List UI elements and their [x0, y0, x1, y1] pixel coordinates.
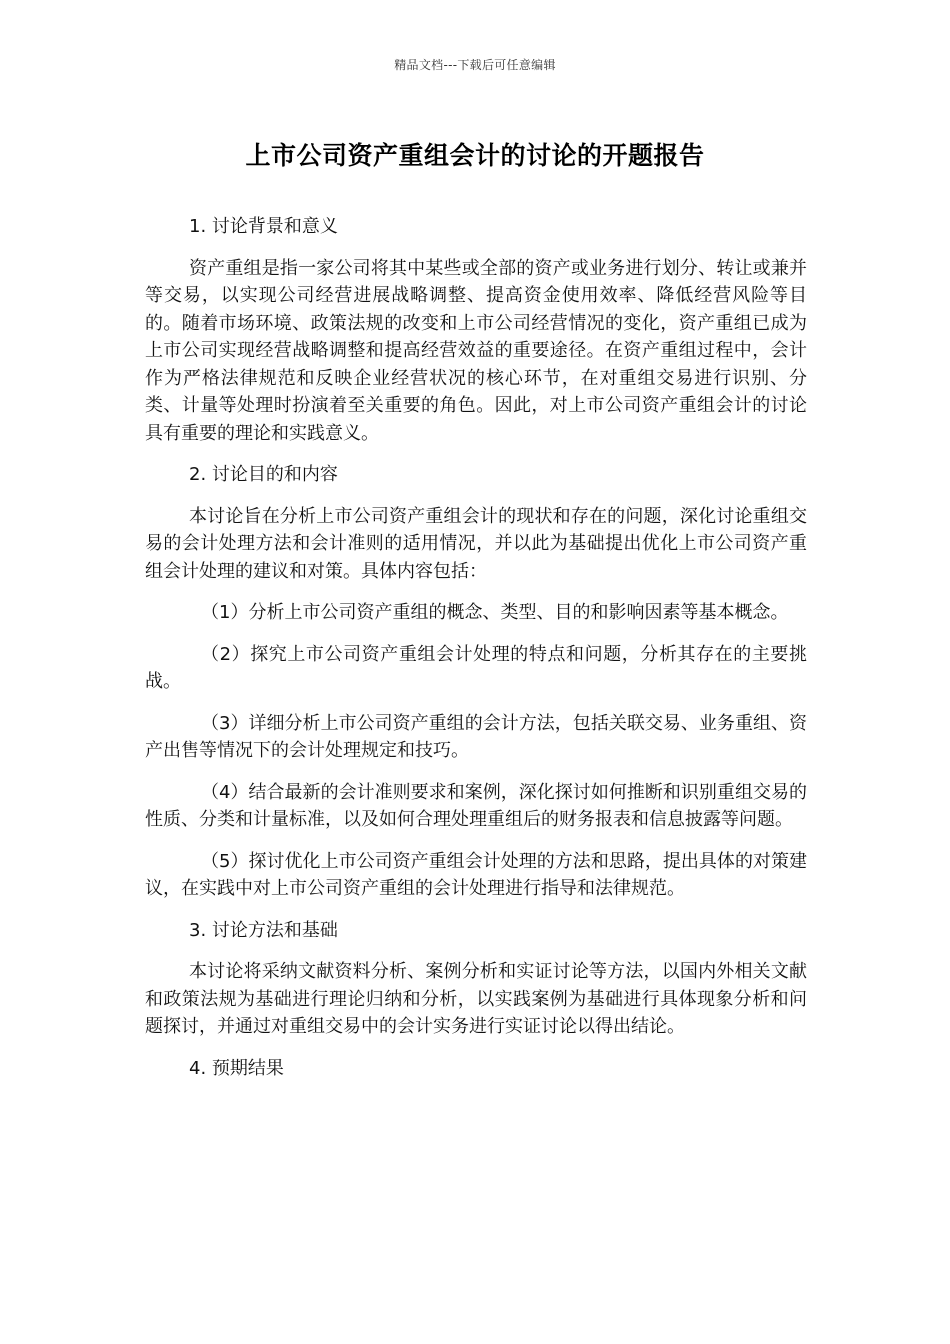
section-heading-method: 3. 讨论方法和基础 — [189, 919, 338, 941]
header-note: 精品文档---下载后可任意编辑 — [394, 58, 556, 72]
content-list-item: （2）探究上市公司资产重组会计处理的特点和问题，分析其存在的主要挑战。 — [145, 643, 807, 692]
section-paragraph-background: 资产重组是指一家公司将其中某些或全部的资产或业务进行划分、转让或兼并等交易，以实现公司经营进展战略调整、提高资金使用效率、降低经营风险等目的。随着市场环境、政策法规的改变和上市公司经营情况的变化，资产重组已成为上市公司实现经营战略调整和提高经营效益的重要途径。在资产重组过程中，会计作为严格法律规范和反映企业经营状况的核心环节，在对重组交易进行识别、分类、计量等处理时扮演着至关重要的角色。因此，对上市公司资产重组会计的讨论具有重要的理论和实践意义。 — [145, 257, 807, 444]
page-title: 上市公司资产重组会计的讨论的开题报告 — [245, 141, 705, 170]
section-paragraph-method: 本讨论将采纳文献资料分析、案例分析和实证讨论等方法，以国内外相关文献和政策法规为基础进行理论归纳和分析，以实践案例为基础进行具体现象分析和问题探讨，并通过对重组交易中的会计实务进行实证讨论以得出结论。 — [145, 961, 807, 1037]
content-list-item: （1）分析上市公司资产重组的概念、类型、目的和影响因素等基本概念。 — [201, 602, 789, 623]
section-heading-expected-results: 4. 预期结果 — [189, 1057, 284, 1079]
document-body — [145, 213, 807, 1096]
section-paragraph-purpose: 本讨论旨在分析上市公司资产重组会计的现状和存在的问题，深化讨论重组交易的会计处理方法和会计准则的适用情况，并以此为基础提出优化上市公司资产重组会计处理的建议和对策。具体内容包括： — [145, 505, 807, 582]
content-list-item: （4）结合最新的会计准则要求和案例，深化探讨如何推断和识别重组交易的性质、分类和计量标准，以及如何合理处理重组后的财务报表和信息披露等问题。 — [145, 781, 807, 830]
section-heading-purpose: 2. 讨论目的和内容 — [189, 464, 338, 485]
section-heading-background: 1. 讨论背景和意义 — [189, 216, 338, 237]
content-list-item: （3）详细分析上市公司资产重组的会计方法，包括关联交易、业务重组、资产出售等情况下的会计处理规定和技巧。 — [145, 712, 807, 761]
content-list-item: （5）探讨优化上市公司资产重组会计处理的方法和思路，提出具体的对策建议，在实践中对上市公司资产重组的会计处理进行指导和法律规范。 — [145, 850, 807, 899]
